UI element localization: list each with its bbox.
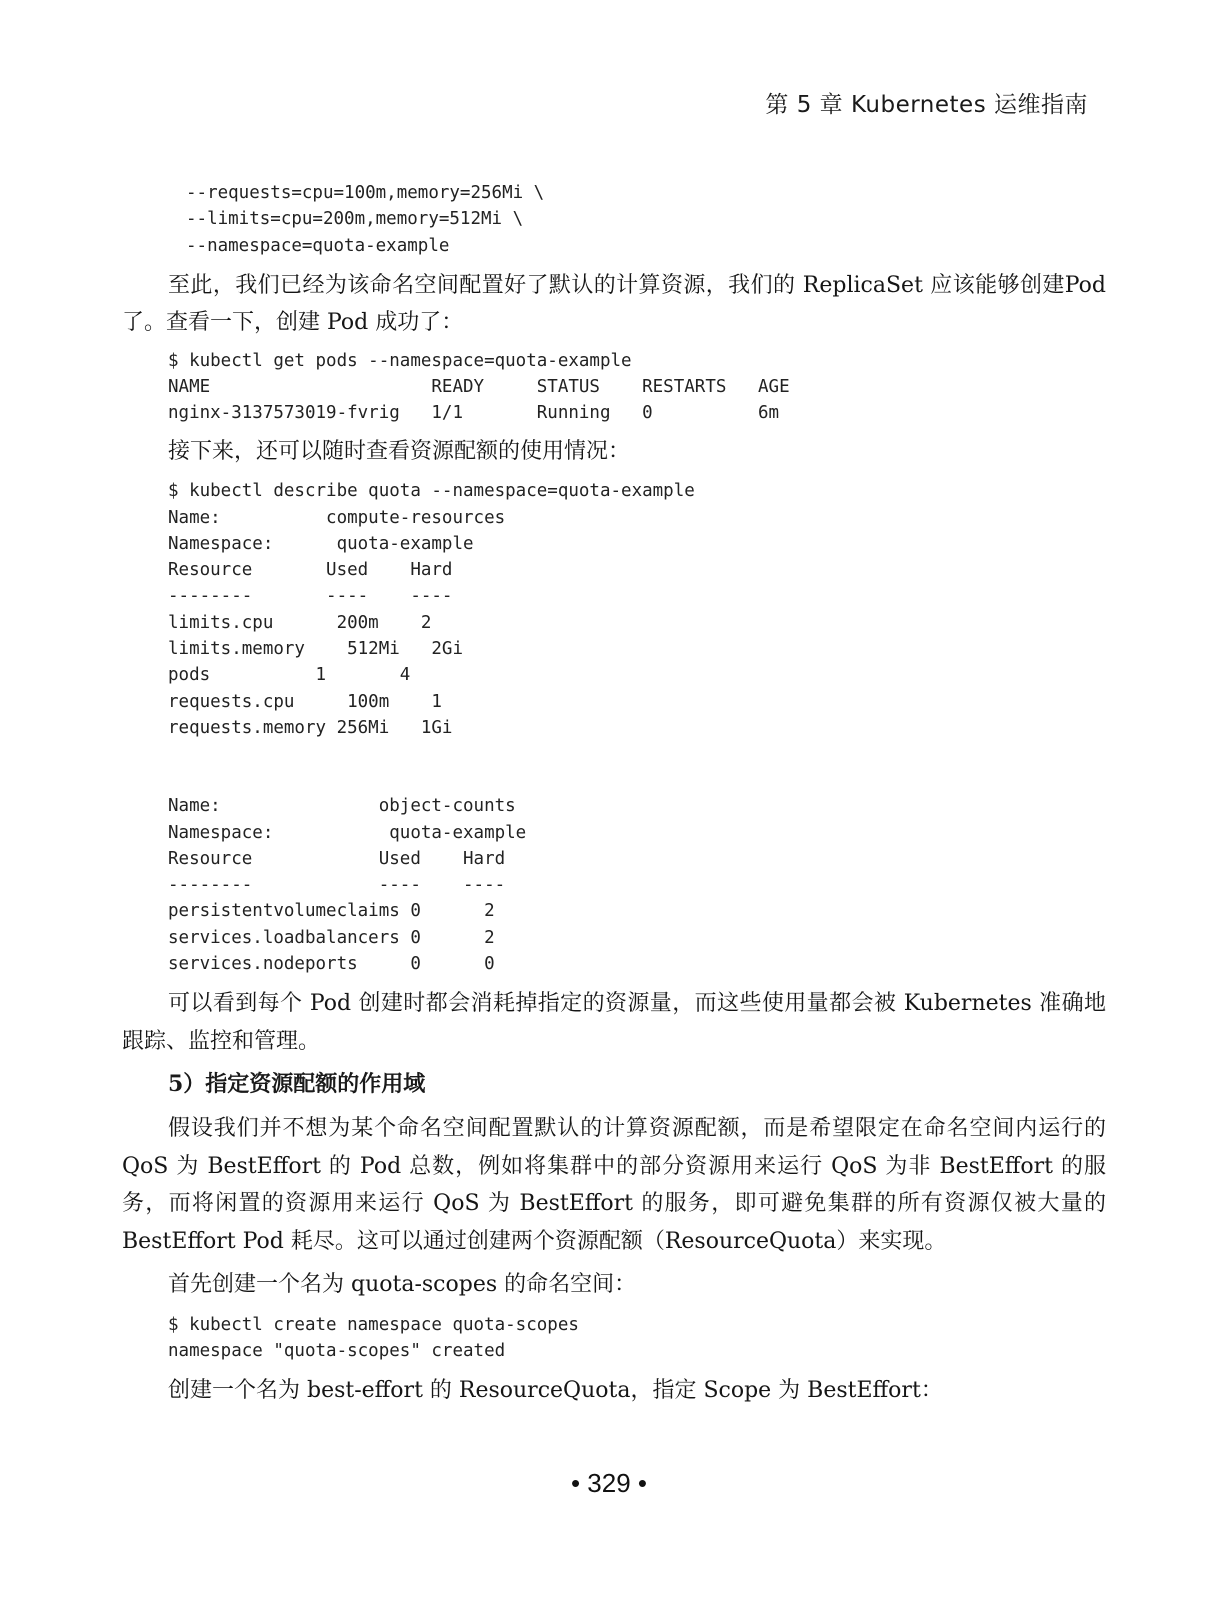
section-heading: 5）指定资源配额的作用域 [168,1071,426,1098]
paragraph-besteffort: 假设我们并不想为某个命名空间配置默认的计算资源配额，而是希望限定在命名空间内运行的 QoS 为 BestEffort 的 Pod 总数，例如将集群中的部分资源用来运行 QoS 为非 BestEffort 的服务，而将闲置的资源用来运行 QoS 为 BestEffort 的服务，即可避免集群的所有资源仅被大量的 BestEffort Pod 耗尽。这可以通过创建两个资源配额（ResourceQuota）来实现。 [122,1116,1106,1254]
code-block-create-limits: --requests=cpu=100m,memory=256Mi \ --limits=cpu=200m,memory=512Mi \ --namespace=quota-example [186,183,545,256]
paragraph-tracking: 可以看到每个 Pod 创建时都会消耗掉指定的资源量，而这些使用量都会被 Kubernetes 准确地跟踪、监控和管理。 [122,991,1106,1054]
paragraph-create-namespace: 首先创建一个名为 quota-scopes 的命名空间： [168,1272,637,1298]
paragraph-check-quota: 接下来，还可以随时查看资源配额的使用情况： [168,438,631,464]
code-block-describe-quota: $ kubectl describe quota --namespace=quota-example Name: compute-resources Namespace: quota-example Resource Used Hard -------- ---- ---- limits.cpu 200m 2 limits.memory 512Mi 2Gi pods 1 4 requests.cpu 100m 1 requests.memory 256Mi 1Gi [168,481,695,738]
spacer [122,741,1106,793]
page-content [122,180,1106,1416]
chapter-header: 第 5 章 Kubernetes 运维指南 [765,92,1088,118]
page-number: • 329 • [570,1468,648,1498]
paragraph-replicaset: 至此，我们已经为该命名空间配置好了默认的计算资源，我们的 ReplicaSet 应该能够创建Pod 了。查看一下，创建 Pod 成功了： [122,272,1106,336]
code-block-create-namespace: $ kubectl create namespace quota-scopes namespace "quota-scopes" created [168,1314,579,1362]
code-block-get-pods: $ kubectl get pods --namespace=quota-example NAME READY STATUS RESTARTS AGE nginx-3137573019-fvrig 1/1 Running 0 6m [168,350,790,424]
paragraph-best-effort-quota: 创建一个名为 best-effort 的 ResourceQuota，指定 Scope 为 BestEffort： [168,1378,943,1404]
code-block-object-counts: Name: object-counts Namespace: quota-example Resource Used Hard -------- ---- ---- persistentvolumeclaims 0 2 services.loadbalancers 0 2 services.nodeports 0 0 [168,796,527,975]
